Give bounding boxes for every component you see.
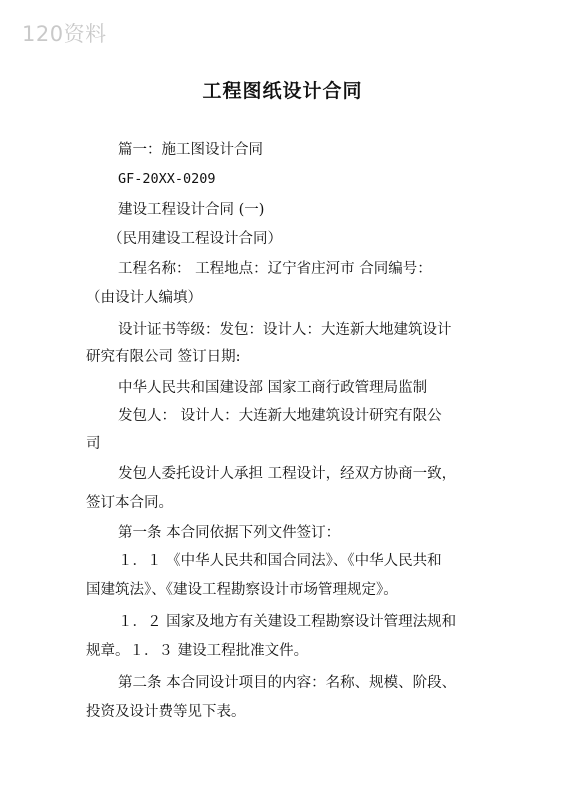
paragraph-line: 国建筑法》、《建设工程勘察设计市场管理规定》。 (86, 582, 398, 598)
contract-code: GF-20XX-0209 (118, 171, 216, 187)
paragraph-line: 研究有限公司 签订日期: (86, 349, 241, 365)
paragraph-line: 中华人民共和国建设部 国家工商行政管理局监制 (118, 380, 428, 396)
paragraph-line: 签订本合同。 (86, 495, 173, 511)
article-heading: 第一条 本合同依据下列文件签订： (118, 525, 341, 541)
paragraph-line: 司 (86, 436, 101, 452)
paragraph-line: 发包人委托设计人承担 工程设计，经双方协商一致， (118, 466, 457, 482)
paragraph-line: （由设计人编填） (86, 290, 202, 306)
document-title: 工程图纸设计合同 (202, 80, 363, 102)
paragraph-line: 发包人： 设计人：大连新大地建筑设计研究有限公 (118, 408, 442, 424)
article-heading: 第二条 本合同设计项目的内容：名称、规模、阶段、 (118, 675, 457, 691)
paragraph-line: 投资及设计费等见下表。 (86, 704, 246, 720)
paragraph-line: 规章。１．３ 建设工程批准文件。 (86, 643, 309, 659)
paragraph-line: 设计证书等级：发包：设计人：大连新大地建筑设计 (118, 322, 452, 338)
paragraph-line: 篇一：施工图设计合同 (118, 142, 263, 158)
paragraph-line: １．１ 《中华人民共和国合同法》、《中华人民共和 (118, 553, 442, 569)
paragraph-line: 工程名称： 工程地点：辽宁省庄河市 合同编号： (118, 261, 432, 277)
watermark-logo: 120资料 (22, 22, 107, 46)
paragraph-line: （民用建设工程设计合同） (108, 231, 282, 247)
paragraph-line: １．２ 国家及地方有关建设工程勘察设计管理法规和 (118, 614, 457, 630)
paragraph-line: 建设工程设计合同 (一) (118, 202, 265, 218)
